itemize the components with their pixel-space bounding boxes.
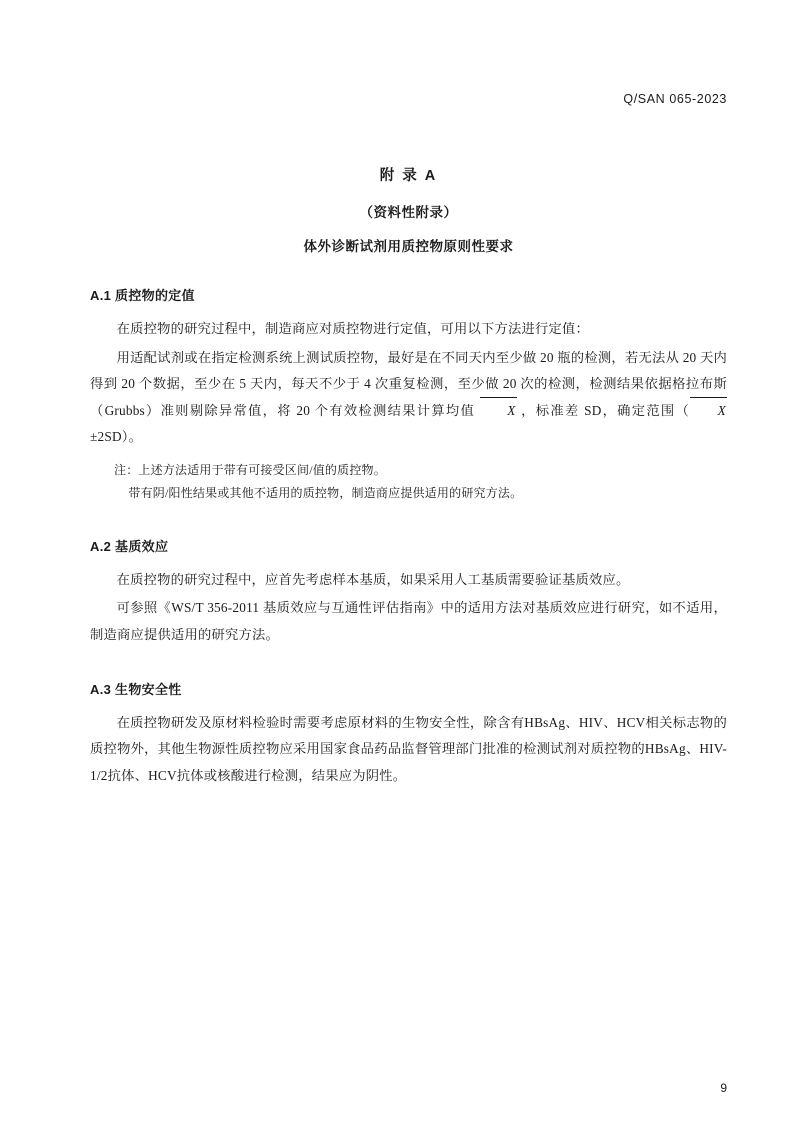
sd-symbol: SD: [584, 402, 602, 418]
annex-name: 体外诊断试剂用质控物原则性要求: [303, 239, 514, 254]
document-content: [90, 150, 727, 789]
section-heading-a2: A.2 基质效应: [90, 538, 169, 554]
annex-subtitle: （资料性附录）: [359, 205, 458, 220]
section-a2-paragraph-1: 在质控物的研究过程中，应首先考虑样本基质，如果采用人工基质需要验证基质效应。: [116, 571, 630, 587]
annex-title: 附 录 A: [379, 168, 438, 184]
mean-symbol: X: [480, 398, 517, 425]
section-heading-a1: A.1 质控物的定值: [90, 288, 195, 303]
section-a3-paragraph-1: 在质控物研发及原材料检验时需要考虑原材料的生物安全性，除含有HBsAg、HIV、HCV相关标志物的质控物外，其他生物源性质控物应采用国家食品药品监督管理部门批准的检测试剂对质控物的HBsAg、HIV-1/2抗体、HCV抗体或核酸进行检测，结果应为阴性。: [90, 714, 727, 783]
section-a1-note-1: 注：上述方法适用于带有可接受区间/值的质控物。: [114, 462, 386, 477]
section-a1-note-2: 带有阴/阳性结果或其他不适用的质控物，制造商应提供适用的研究方法。: [128, 486, 523, 501]
section-a1-paragraph-1: 在质控物的研究过程中，制造商应对质控物进行定值，可用以下方法进行定值：: [116, 321, 589, 336]
page-header-standard-code: Q/SAN 065-2023: [623, 92, 727, 106]
section-heading-a3: A.3 生物安全性: [90, 681, 182, 697]
section-a1-paragraph-2: 用适配试剂或在指定检测系统上测试质控物，最好是在不同天内至少做 20 瓶的检测，若无法从 20 天内得到 20 个数据，至少在 5 天内，每天不少于 4 次重复检测，至少做 20 次的检测，检测结果依据格拉布斯（Grubbs）准则剔除异常值，将 20 个有效检测结果计算均值 X ，标准差 SD，确定范围（ X±2SD）。: [90, 349, 727, 445]
page-number: 9: [720, 1081, 727, 1095]
range-symbol: ±2SD: [90, 429, 122, 445]
mean-symbol-2: X: [690, 398, 727, 425]
section-a2-paragraph-2: 可参照《WS/T 356-2011 基质效应与互通性评估指南》中的适用方法对基质效应进行研究，如不适用，制造商应提供适用的研究方法。: [90, 600, 727, 642]
